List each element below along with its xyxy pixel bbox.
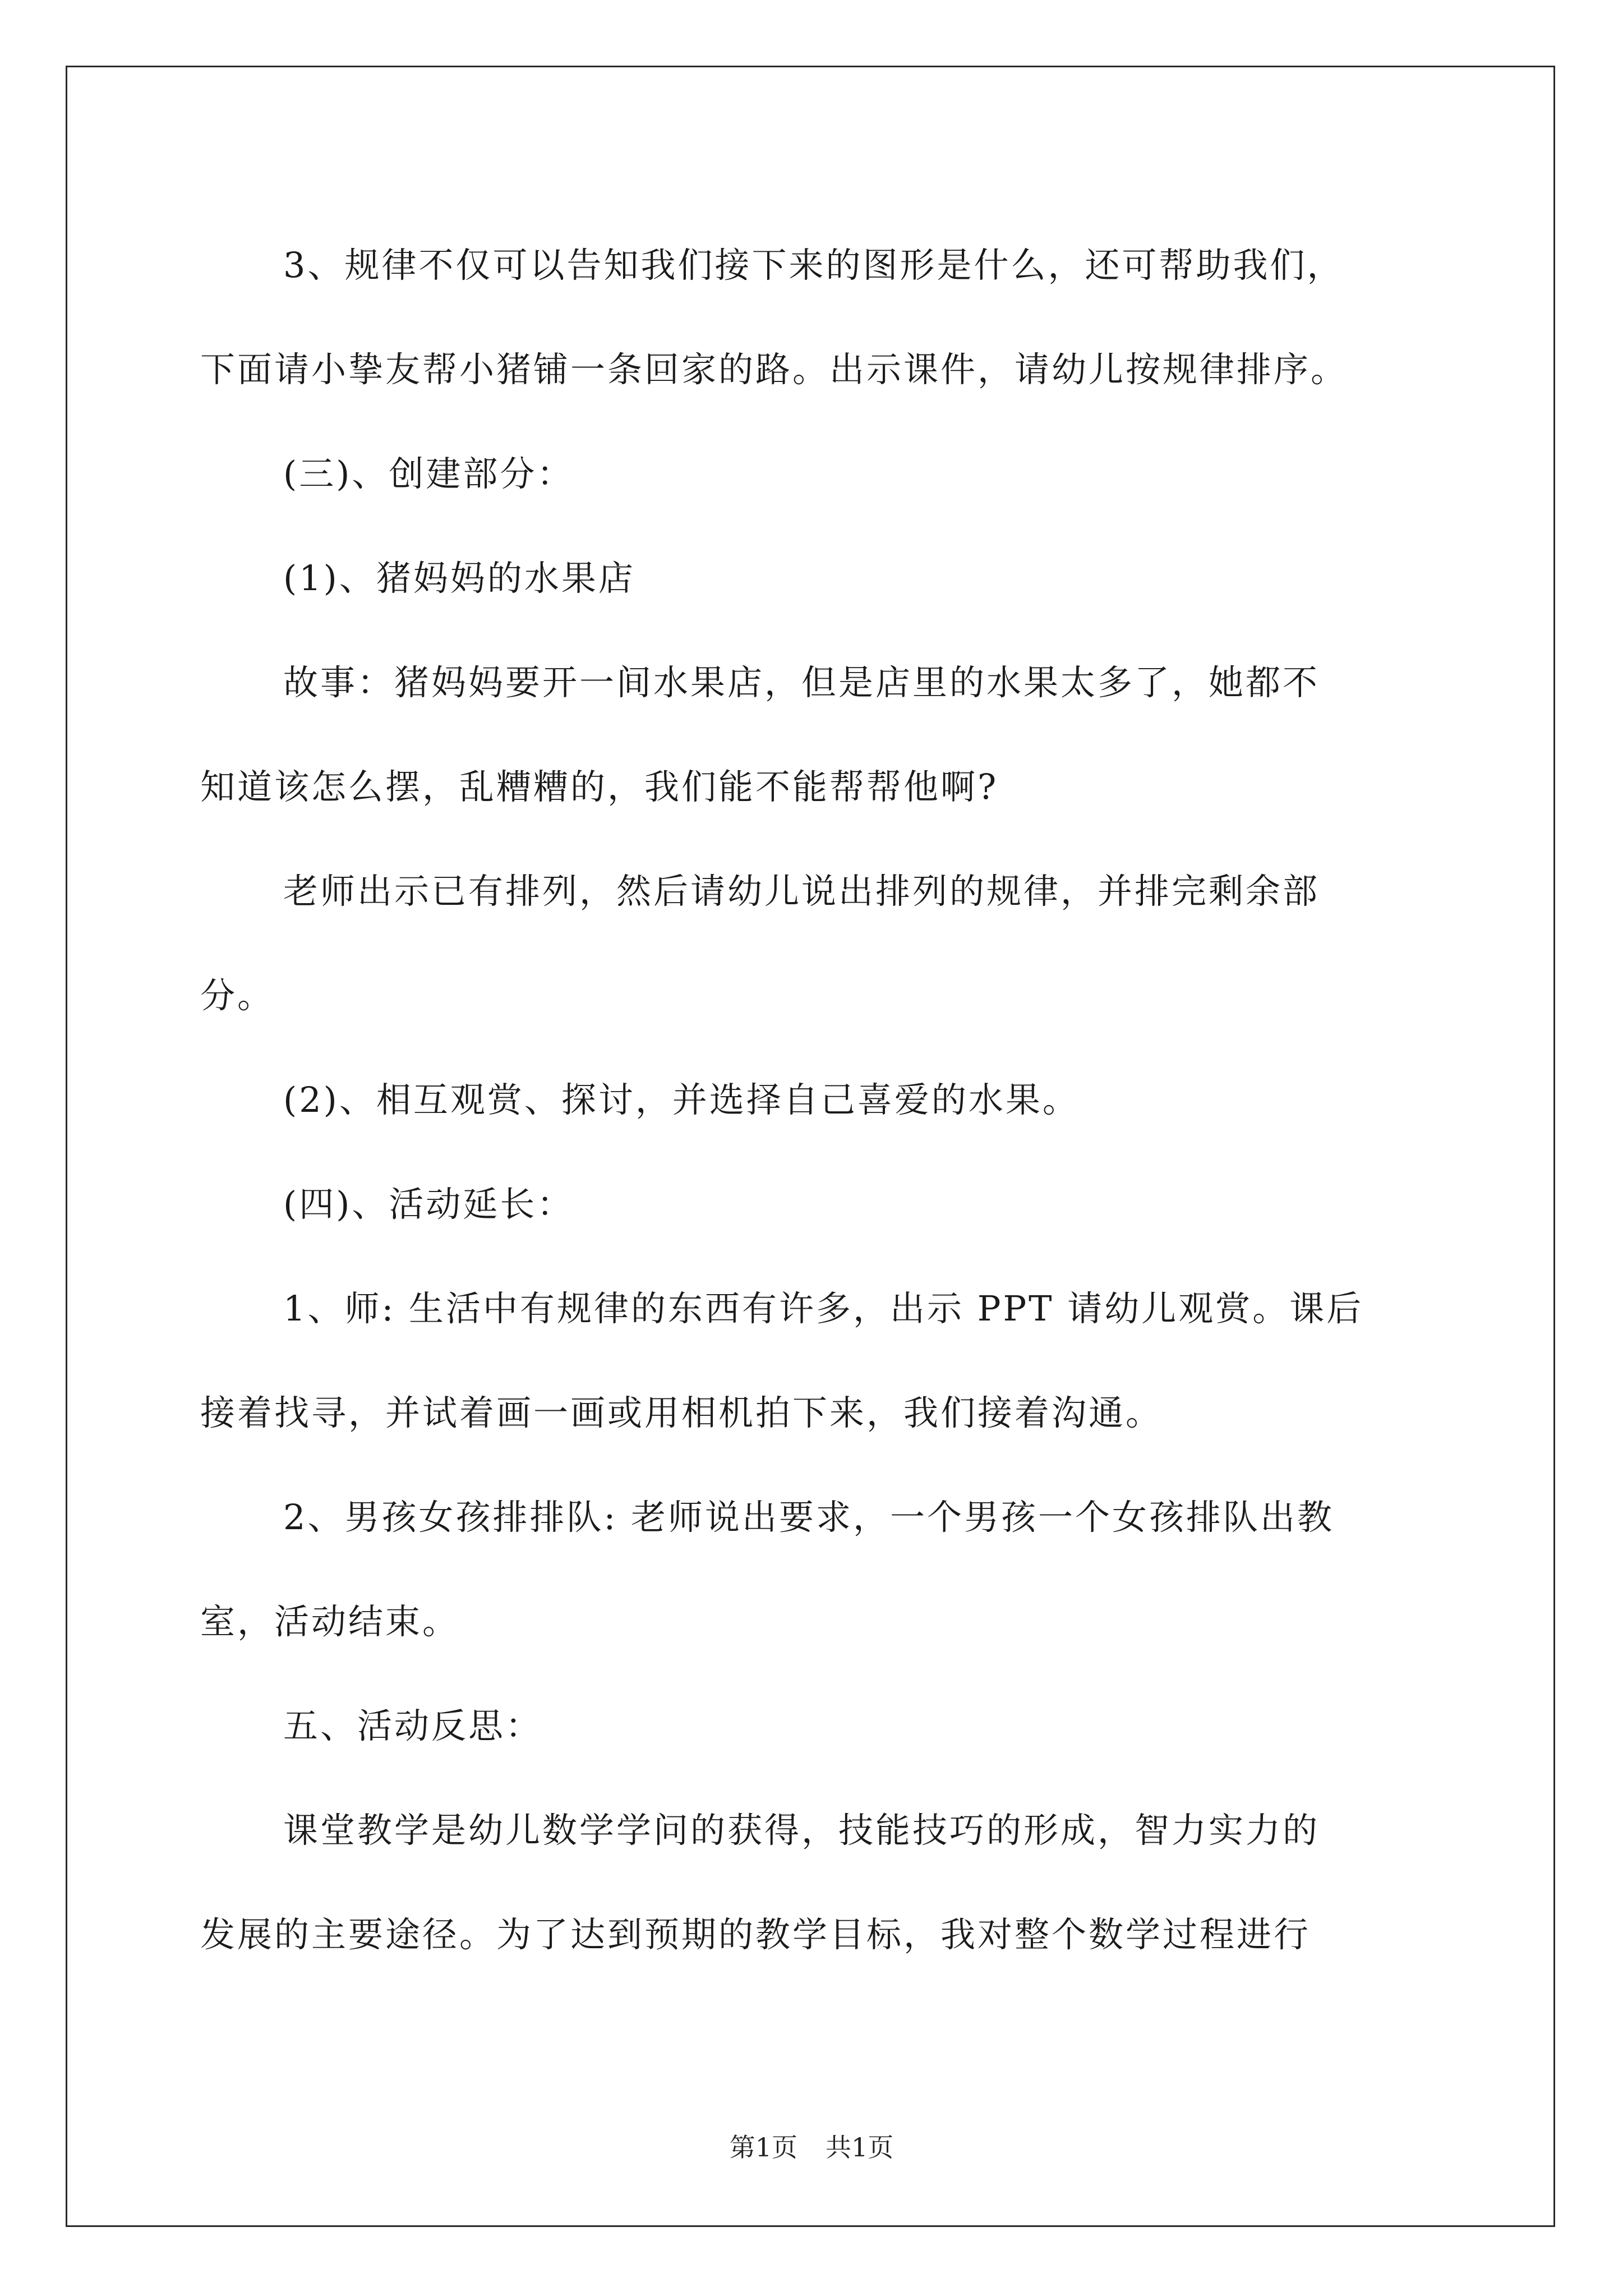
section-heading: 五、活动反思： <box>283 1705 543 1746</box>
subsection-heading: (1)、猪妈妈的水果店 <box>283 558 635 599</box>
text-line: 3、规律不仅可以告知我们接下来的图形是什么，还可帮助我们， <box>283 245 1344 286</box>
text-line: 发展的主要途径。为了达到预期的教学目标，我对整个数学过程进行 <box>200 1914 1311 1955</box>
text-line: 分。 <box>200 975 275 1016</box>
text-line: 老师出示已有排列，然后请幼儿说出排列的规律，并排完剩余部 <box>283 871 1320 912</box>
subsection-heading: (2)、相互观赏、探讨，并选择自己喜爱的水果。 <box>283 1079 1080 1120</box>
section-heading: (三)、创建部分： <box>283 453 574 494</box>
section-heading: (四)、活动延长： <box>283 1184 574 1225</box>
text-line: 室，活动结束。 <box>200 1601 460 1642</box>
page-total: 共1页 <box>826 2132 894 2162</box>
text-line: 1、师: 生活中有规律的东西有许多，出示 PPT 请幼儿观赏。课后 <box>283 1288 1364 1329</box>
page-number: 第1页 <box>729 2132 797 2162</box>
page-footer <box>0 2127 1623 2164</box>
text-line: 接着找寻，并试着画一画或用相机拍下来，我们接着沟通。 <box>200 1392 1163 1433</box>
text-line: 2、男孩女孩排排队: 老师说出要求，一个男孩一个女孩排队出教 <box>283 1497 1335 1538</box>
text-line: 知道该怎么摆，乱糟糟的，我们能不能帮帮他啊? <box>200 766 999 807</box>
text-line: 故事：猪妈妈要开一间水果店，但是店里的水果太多了，她都不 <box>283 662 1320 703</box>
text-line: 课堂教学是幼儿数学学问的获得，技能技巧的形成，智力实力的 <box>283 1810 1320 1851</box>
text-line: 下面请小挚友帮小猪铺一条回家的路。出示课件，请幼儿按规律排序。 <box>200 349 1348 390</box>
document-body <box>200 213 1434 1987</box>
